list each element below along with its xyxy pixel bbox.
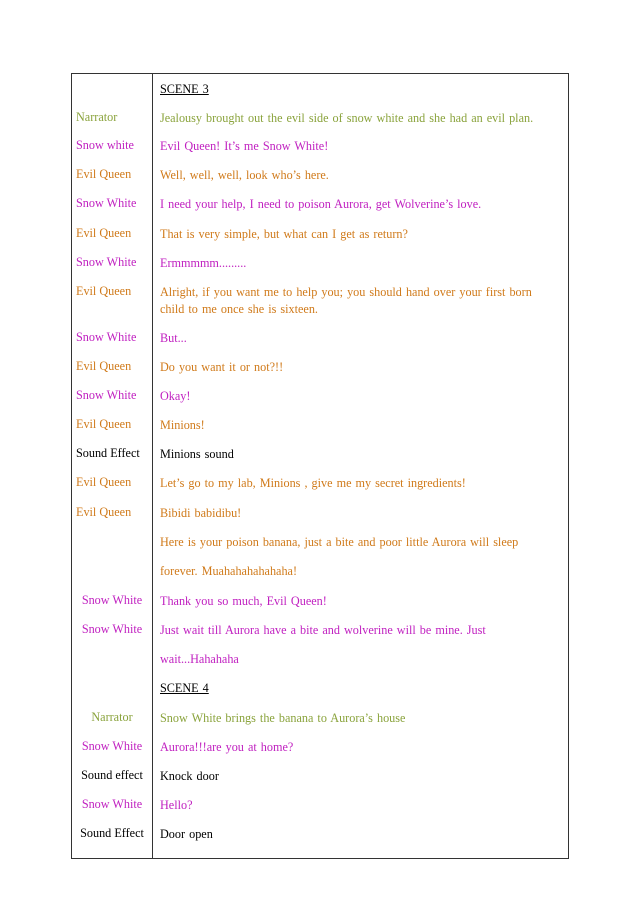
dialogue-line: Alright, if you want me to help you; you should hand over your first born child to me once she is sixteen. — [160, 285, 532, 316]
script-table — [71, 73, 569, 859]
speaker-cell: Snow White — [76, 330, 137, 344]
speaker-cell: Evil Queen — [76, 167, 132, 181]
speaker-cell: Snow White — [76, 255, 137, 269]
dialogue-line: Evil Queen! It’s me Snow White! — [160, 139, 329, 153]
dialogue-line: forever. Muahahahahahaha! — [160, 564, 298, 578]
dialogue-line: Door open — [160, 827, 213, 841]
speaker-cell: Snow white — [76, 138, 134, 152]
dialogue-line: Okay! — [160, 389, 191, 403]
speaker-cell: Evil Queen — [76, 475, 132, 489]
dialogue-line: Do you want it or not?!! — [160, 360, 284, 374]
dialogue-line: But... — [160, 331, 187, 345]
dialogue-line: I need your help, I need to poison Aurora, get Wolverine’s love. — [160, 197, 482, 211]
dialogue-line: Minions sound — [160, 447, 234, 461]
scene-heading: SCENE 4 — [160, 681, 209, 695]
dialogue-line: Bibidi babidibu! — [160, 506, 242, 520]
scene-heading: SCENE 3 — [160, 82, 209, 96]
speaker-cell: Sound effect — [81, 768, 143, 782]
dialogue-line: Here is your poison banana, just a bite and poor little Aurora will sleep — [160, 535, 519, 549]
speaker-cell: Snow White — [81, 593, 143, 607]
speaker-cell: Snow White — [76, 196, 137, 210]
dialogue-line: That is very simple, but what can I get as return? — [160, 227, 408, 241]
speaker-cell: Narrator — [76, 110, 118, 124]
dialogue-line: Let’s go to my lab, Minions , give me my secret ingredients! — [160, 476, 466, 490]
dialogue-line: Knock door — [160, 769, 219, 783]
speaker-cell: Snow White — [81, 797, 143, 811]
dialogue-line: Snow White brings the banana to Aurora’s house — [160, 711, 406, 725]
speaker-cell: Snow White — [81, 622, 143, 636]
speaker-cell: Sound Effect — [80, 826, 144, 840]
speaker-cell: Evil Queen — [76, 226, 132, 240]
speaker-cell: Sound Effect — [76, 446, 140, 460]
dialogue-line: Well, well, well, look who’s here. — [160, 168, 329, 182]
dialogue-line: Minions! — [160, 418, 205, 432]
dialogue-line: Ermmmmm......... — [160, 256, 247, 270]
speaker-cell: Evil Queen — [76, 505, 132, 519]
speaker-cell: Snow White — [76, 388, 137, 402]
speaker-cell: Narrator — [91, 710, 133, 724]
dialogue-line: Hello? — [160, 798, 193, 812]
dialogue-line: Just wait till Aurora have a bite and wolverine will be mine. Just — [160, 623, 486, 637]
dialogue-line: Jealousy brought out the evil side of snow white and she had an evil plan. — [160, 111, 534, 125]
dialogue-line: wait...Hahahaha — [160, 652, 239, 666]
speaker-cell: Evil Queen — [76, 359, 132, 373]
dialogue-line: Aurora!!!are you at home? — [160, 740, 294, 754]
column-divider — [152, 74, 153, 858]
speaker-cell: Snow White — [81, 739, 143, 753]
dialogue-line: Thank you so much, Evil Queen! — [160, 594, 327, 608]
speaker-cell: Evil Queen — [76, 284, 132, 298]
speaker-cell: Evil Queen — [76, 417, 132, 431]
